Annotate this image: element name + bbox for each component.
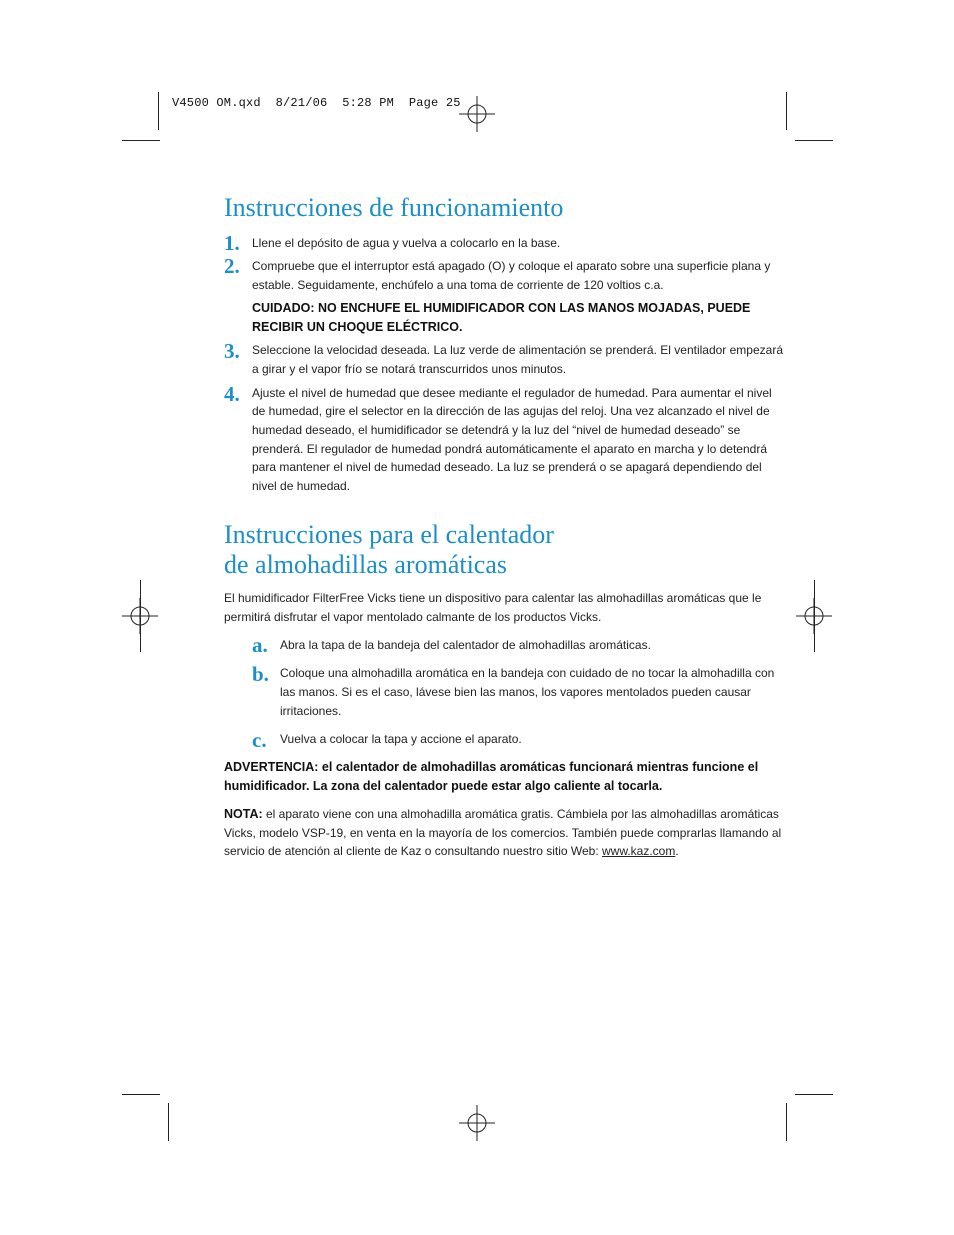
step-text-line: Seleccione la velocidad deseada. La luz verde de alimentación se prenderá. El ventilador empezará [252,343,783,357]
step-text-line: a girar y el vapor frío se notará transcurridos unos minutos. [252,362,567,376]
registration-mark-top-icon [459,96,495,132]
step-text: Llene el depósito de agua y vuelva a colocarlo en la base. [252,236,561,250]
step-number: 2. [224,254,240,278]
step-number: 1. [224,231,240,255]
step-text: Vuelva a colocar la tapa y accione el aparato. [280,732,522,746]
step-text-line: estable. Seguidamente, enchúfelo a una toma de corriente de 120 voltios c.a. [252,278,664,292]
step-text-line: Ajuste el nivel de humedad que desee mediante el regulador de humedad. Para aumentar el nivel [252,386,772,400]
website-link[interactable]: www.kaz.com [602,844,676,858]
note-line: Vicks, modelo VSP-19, en venta en la mayoría de los comercios. También puede comprarlas llamando al [224,826,782,840]
step-letter: a. [252,633,268,657]
file-slug: V4500 OM.qxd 8/21/06 5:28 PM Page 25 [172,96,461,110]
note-line [224,805,779,824]
step-text-line: humedad deseado, el humidificador se detendrá y la luz del “nivel de humedad deseado” se [252,423,741,437]
step-text-line: para mantener el nivel de humedad deseado. La luz se prenderá o se apagará dependiendo del [252,460,762,474]
crop-mark-bottom-left-horizontal [122,1094,160,1095]
note-end: . [675,844,679,858]
crop-mark-top-left-vertical [158,92,159,130]
caution-line: CUIDADO: NO ENCHUFE EL HUMIDIFICADOR CON LAS MANOS MOJADAS, PUEDE [252,301,751,315]
step-number: 3. [224,339,240,363]
step-text: Abra la tapa de la bandeja del calentador de almohadillas aromáticas. [280,638,651,652]
warning-line: humidificador. La zona del calentador puede estar algo caliente al tocarla. [224,779,663,793]
step-text-line: Compruebe que el interruptor está apagado (O) y coloque el aparato sobre una superficie plana y [252,259,771,273]
crop-mark-bottom-left-vertical [168,1103,169,1141]
intro-line: El humidificador FilterFree Vicks tiene un dispositivo para calentar las almohadillas aromáticas que le [224,591,762,605]
step-text-line: de humedad, gire el selector en la dirección de las agujas del reloj. Una vez alcanzado el nivel de [252,404,770,418]
step-text-line: irritaciones. [280,704,342,718]
note-text: el aparato viene con una almohadilla aromática gratis. Cámbiela por las almohadillas aromáticas [262,807,779,821]
crop-mark-bottom-right-horizontal [795,1094,833,1095]
crop-mark-bottom-right-vertical [786,1103,787,1141]
registration-line-right [814,580,815,652]
section-title-operating-instructions: Instrucciones de funcionamiento [224,193,564,222]
step-number: 4. [224,382,240,406]
step-text-line: las manos. Si es el caso, lávese bien las manos, los vapores mentolados pueden causar [280,685,751,699]
step-text-line: prenderá. El regulador de humedad pondrá automáticamente el aparato en marcha y lo detendrá [252,442,767,456]
warning-line: ADVERTENCIA: el calentador de almohadillas aromáticas funcionará mientras funcione el [224,760,759,774]
note-label: NOTA: [224,807,263,821]
note-line [224,842,679,861]
note-text: servicio de atención al cliente de Kaz o consultando nuestro sitio Web: [224,844,602,858]
step-letter: c. [252,728,267,752]
registration-mark-bottom-icon [459,1105,495,1141]
section-title-line: Instrucciones para el calentador [224,520,554,549]
step-text-line: nivel de humedad. [252,479,351,493]
caution-line: RECIBIR UN CHOQUE ELÉCTRICO. [252,320,463,334]
step-letter: b. [252,662,269,686]
registration-line-left [140,580,141,652]
crop-mark-top-left-horizontal [122,140,160,141]
crop-mark-top-right-horizontal [795,140,833,141]
section-title-line: de almohadillas aromáticas [224,550,508,579]
crop-mark-top-right-vertical [786,92,787,130]
step-text-line: Coloque una almohadilla aromática en la bandeja con cuidado de no tocar la almohadilla con [280,666,775,680]
intro-line: permitirá disfrutar el vapor mentolado calmante de los productos Vicks. [224,610,602,624]
section-title-aroma-pad-heater [224,520,554,580]
